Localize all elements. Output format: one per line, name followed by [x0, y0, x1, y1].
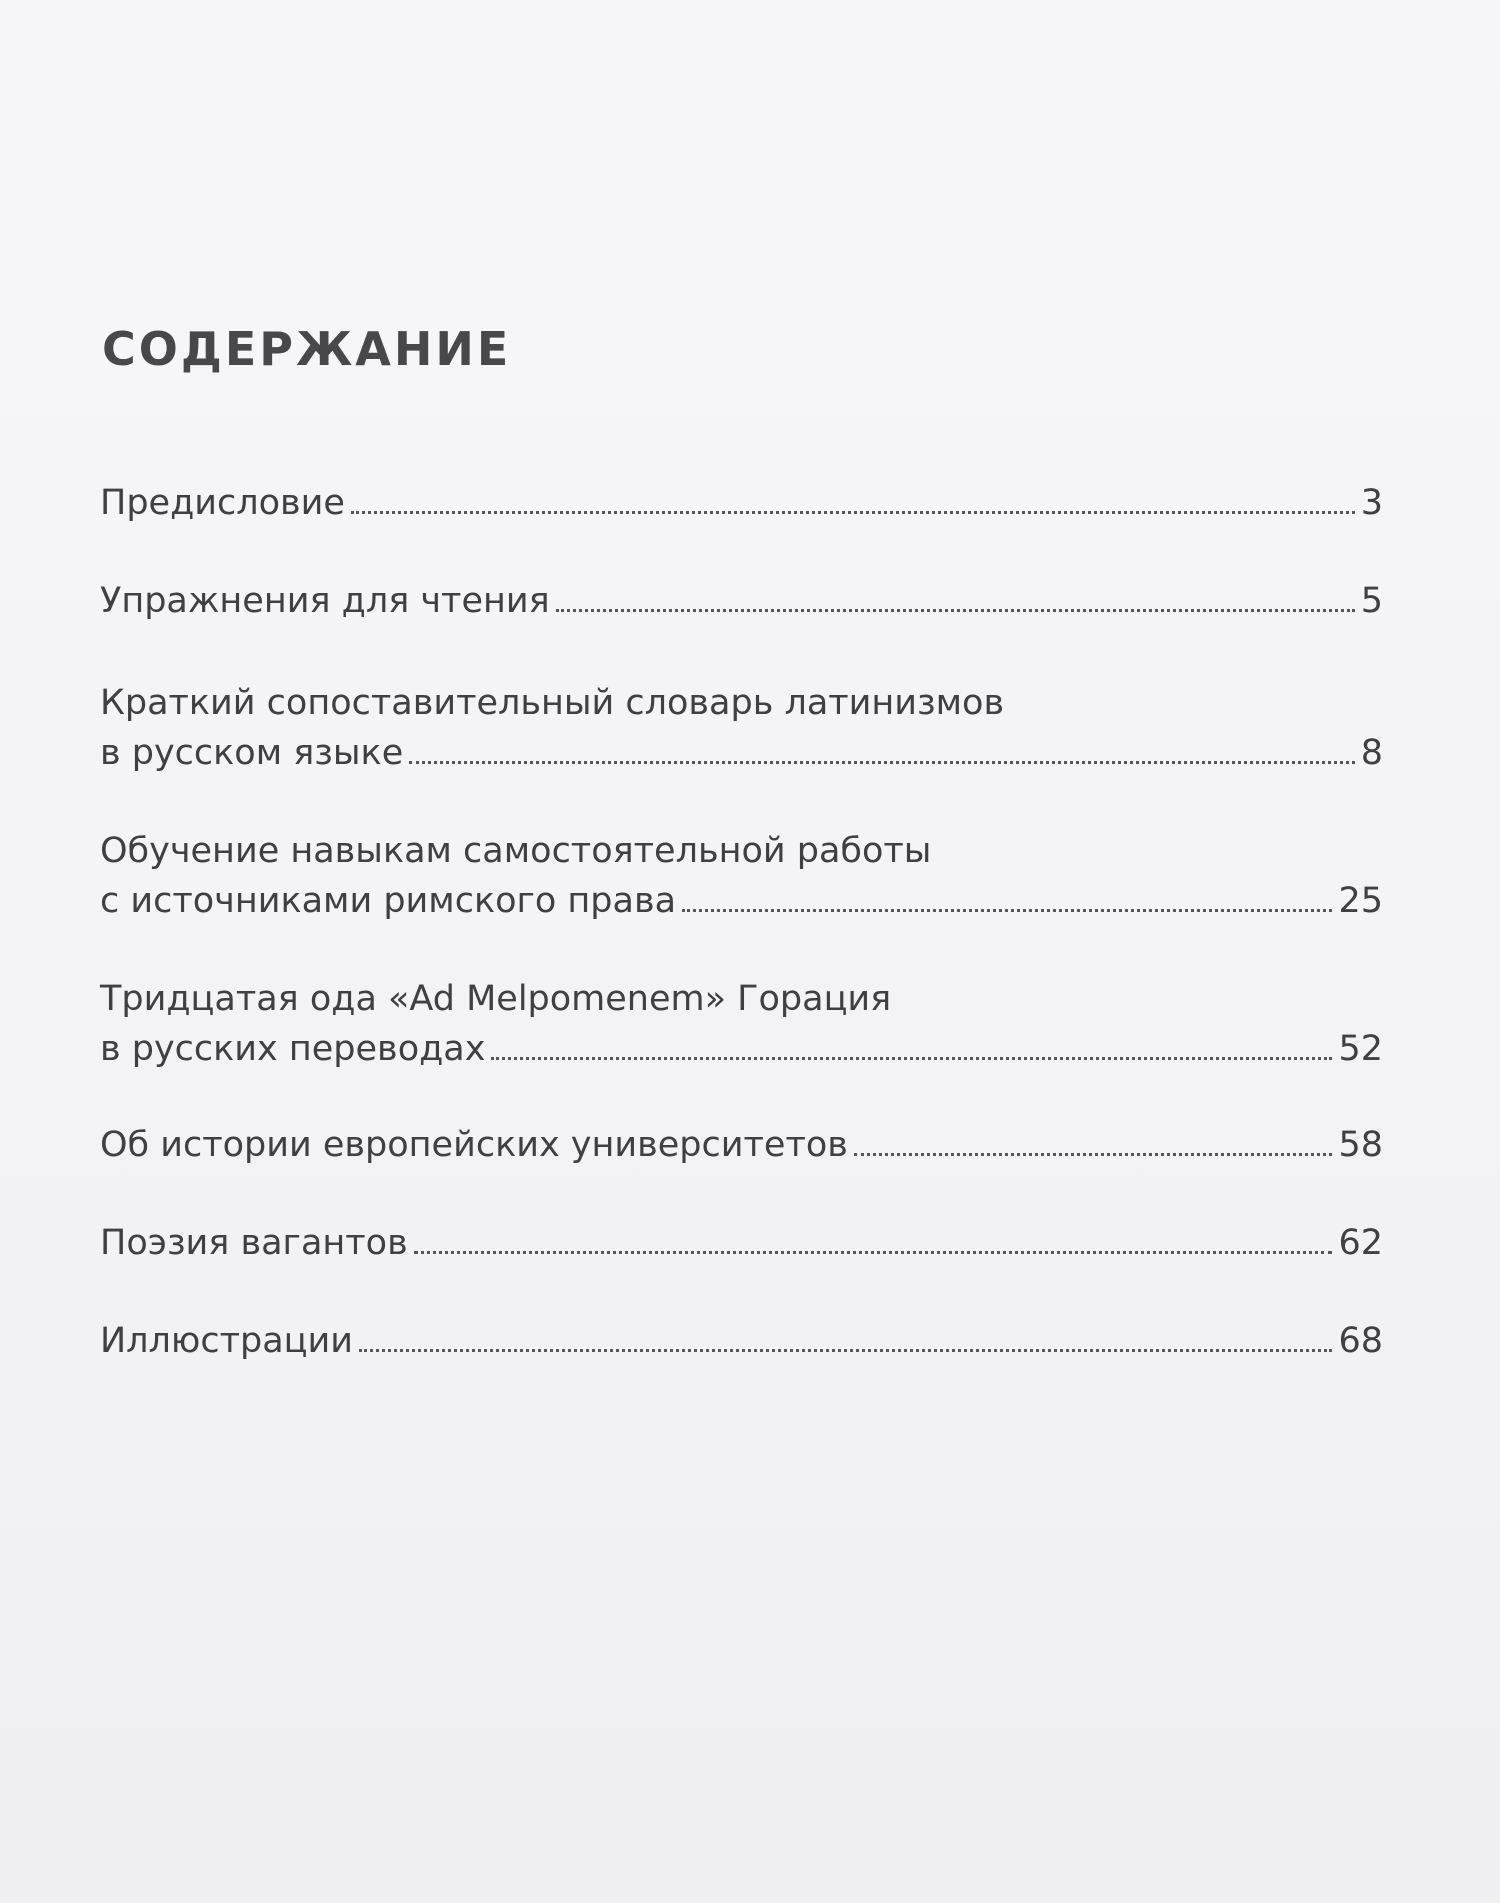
entry-title: Иллюстрации — [100, 1321, 353, 1361]
entry-row — [100, 728, 1383, 778]
toc-entry — [100, 576, 1383, 626]
entry-title: с источниками римского права — [100, 881, 677, 921]
entry-row — [100, 478, 1383, 528]
entry-page-number: 58 — [1338, 1125, 1383, 1165]
entry-row — [100, 1316, 1383, 1366]
toc-entry — [100, 478, 1383, 528]
entry-title: Предисловие — [100, 483, 345, 523]
entry-page-number: 25 — [1338, 881, 1383, 921]
toc-entry — [100, 1218, 1383, 1268]
entry-page-number: 68 — [1338, 1321, 1383, 1361]
entry-page-number: 5 — [1360, 581, 1383, 621]
toc-entry — [100, 974, 1383, 1074]
toc-list — [100, 478, 1383, 1366]
dot-leader — [556, 608, 1355, 612]
entry-row — [100, 1218, 1383, 1268]
entry-title-line: Обучение навыкам самостоятельной работы — [100, 831, 932, 871]
entry-title: Об истории европейских университетов — [100, 1125, 848, 1165]
entry-title-line: Краткий сопоставительный словарь латинизмов — [100, 683, 1005, 723]
dot-leader — [491, 1056, 1332, 1060]
dot-leader — [854, 1152, 1333, 1156]
toc-entry — [100, 1120, 1383, 1170]
entry-row — [100, 1024, 1383, 1074]
entry-title: в русских переводах — [100, 1029, 486, 1069]
entry-title: Упражнения для чтения — [100, 581, 550, 621]
toc-entry — [100, 1316, 1383, 1366]
entry-row — [100, 1120, 1383, 1170]
entry-page-number: 52 — [1338, 1029, 1383, 1069]
entry-page-number: 8 — [1360, 733, 1383, 773]
entry-page-number: 62 — [1338, 1223, 1383, 1263]
entry-title: в русском языке — [100, 733, 404, 773]
dot-leader — [414, 1250, 1333, 1254]
entry-row — [100, 576, 1383, 626]
toc-title: СОДЕРЖАНИЕ — [102, 322, 512, 376]
entry-page-number: 3 — [1360, 483, 1383, 523]
entry-title-line: Тридцатая ода «Ad Melpomenem» Горация — [100, 979, 892, 1019]
dot-leader — [682, 908, 1332, 912]
dot-leader — [409, 760, 1354, 764]
toc-entry — [100, 826, 1383, 926]
entry-title: Поэзия вагантов — [100, 1223, 408, 1263]
dot-leader — [359, 1348, 1332, 1352]
entry-row — [100, 876, 1383, 926]
toc-entry — [100, 678, 1383, 778]
dot-leader — [351, 510, 1355, 514]
